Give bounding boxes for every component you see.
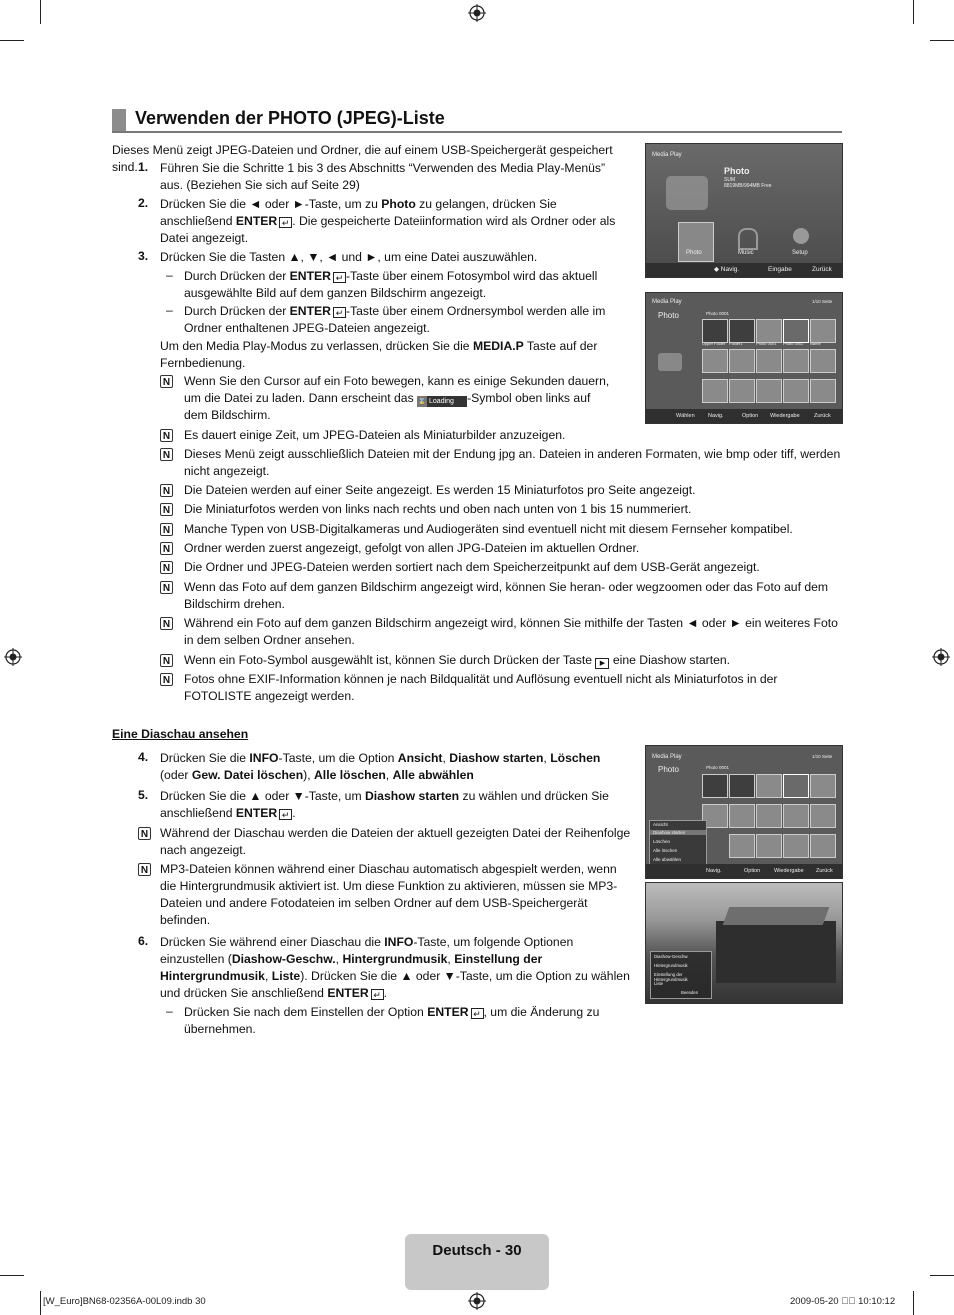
thumbnail[interactable]: [729, 804, 755, 828]
note-text: Während der Diaschau werden die Dateien der aktuell gezeigten Datei der Reihenfolge nach angezeigt.: [160, 826, 631, 857]
back-hint: Zurück: [814, 413, 831, 419]
back-hint: Zurück: [816, 868, 833, 874]
app-title: Media Play: [652, 152, 682, 158]
thumbnail[interactable]: [783, 804, 809, 828]
section-title: Eine Diaschau ansehen: [112, 727, 249, 741]
thumbnail[interactable]: [756, 834, 782, 858]
thumbnail[interactable]: [783, 349, 809, 373]
page-title: Verwenden der PHOTO (JPEG)-Liste: [135, 108, 445, 128]
registration-mark-icon: [468, 1292, 486, 1310]
loading-icon: ⌛ Loading: [417, 396, 467, 407]
gear-icon: [793, 228, 809, 244]
thumbnail[interactable]: [702, 349, 728, 373]
screenshot-photo-list: [645, 292, 843, 424]
menu-title: Photo: [724, 166, 750, 176]
step5-text: Drücken Sie die ▲ oder ▼-Taste, um Diashow starten zu wählen und drücken Sie anschließend ENTER ↵ .: [160, 789, 609, 820]
option-item[interactable]: Alle abwählen: [653, 857, 682, 862]
thumbnail[interactable]: [702, 774, 728, 798]
thumbnail-grid: [702, 319, 838, 405]
play-icon: ▶: [595, 658, 609, 669]
note-icon: N: [160, 375, 173, 388]
note-icon: N: [160, 523, 173, 536]
crop-mark: [0, 40, 24, 41]
status-bar: [646, 864, 842, 878]
list-title: Photo: [658, 765, 679, 774]
option-item[interactable]: Löschen: [653, 839, 671, 844]
nav-hint: Navig.: [708, 413, 724, 419]
headphones-icon: [738, 228, 758, 250]
list-title: Photo: [658, 311, 679, 320]
note-icon: N: [160, 484, 173, 497]
thumbnail[interactable]: [810, 834, 836, 858]
screenshot-slideshow: [645, 882, 843, 1004]
play-hint: Wiedergabe: [770, 413, 800, 419]
menu-item-photo[interactable]: Photo: [686, 250, 702, 256]
step-number: 1.: [138, 160, 149, 174]
dash-bullet: –: [166, 303, 173, 317]
thumbnail[interactable]: [783, 379, 809, 403]
note-text: Fotos ohne EXIF-Information können je nach Bildqualität und Auflösung eventuell nicht als Miniaturfotos in der FOTOLISTE angezeigt werden.: [184, 672, 778, 703]
sub1-text: Durch Drücken der ENTER ↵ -Taste über einem Fotosymbol wird das aktuell ausgewählte Bild auf dem ganzen Bildschirm angezeigt.: [184, 269, 598, 300]
thumbnail[interactable]: [729, 349, 755, 373]
step-number: 3.: [138, 249, 149, 263]
thumb-label: Name: [810, 341, 821, 346]
crop-mark: [913, 0, 914, 24]
thumbnail[interactable]: [756, 319, 782, 343]
option-item[interactable]: Alle löschen: [653, 848, 678, 853]
crop-mark: [40, 0, 41, 24]
option-item[interactable]: Ansicht: [653, 822, 668, 827]
camera-icon: [666, 176, 708, 210]
crop-mark: [930, 1275, 954, 1276]
thumbnail[interactable]: [729, 379, 755, 403]
registration-mark-icon: [468, 4, 486, 22]
folder-path: Photo 0001: [706, 765, 730, 770]
enter-hint: Eingabe: [768, 266, 792, 273]
sub2-text: Durch Drücken der ENTER ↵ -Taste über einem Ordnersymbol werden alle im Ordner enthaltenen JPEG-Dateien angezeigt.: [184, 304, 606, 335]
nav-hint: Navig.: [706, 868, 722, 874]
slideshow-option[interactable]: Hintergrundmusik: [654, 963, 688, 968]
camera-icon: [658, 353, 682, 371]
thumb-label: Photo 0002: [783, 341, 804, 346]
slideshow-menu: [650, 951, 712, 999]
select-hint: Wählen: [676, 413, 695, 419]
note-icon: N: [160, 561, 173, 574]
step1-text: Führen Sie die Schritte 1 bis 3 des Abschnitts “Verwenden des Media Play-Menüs” aus. (Beziehen Sie sich auf Seite 29): [160, 161, 606, 192]
thumbnail[interactable]: [783, 774, 809, 798]
menu-item-setup[interactable]: Setup: [792, 250, 808, 256]
exit-text: Um den Media Play-Modus zu verlassen, drücken Sie die MEDIA.P Taste auf der Fernbedienung.: [160, 339, 598, 370]
enter-icon: ↵: [279, 809, 292, 820]
app-title: Media Play: [652, 754, 682, 760]
note-text: Während ein Foto auf dem ganzen Bildschirm angezeigt wird, können Sie mithilfe der Tasten ◄ oder ► ein weiteres Foto in dem selben Ordner ansehen.: [184, 616, 838, 647]
intro-text: Dieses Menü zeigt JPEG-Dateien und Ordner, die auf einem USB-Speichergerät gespeichert sind.: [112, 143, 613, 174]
note-text: MP3-Dateien können während einer Diaschau automatisch abgespielt werden, wenn die Hintergrundmusik aktiviert ist. Um diese Funktion zu aktivieren, müssen sie MP3-Dateien und andere Fotodateien im selben Ordner auf dem USB-Speichergerät befinden.: [160, 862, 618, 927]
back-hint: Zurück: [812, 266, 832, 273]
crop-mark: [913, 1291, 914, 1315]
note-icon: N: [160, 654, 173, 667]
note-icon: N: [138, 827, 151, 840]
thumb-label: Folder1: [729, 341, 743, 346]
registration-mark-icon: [4, 648, 22, 666]
step-number: 4.: [138, 750, 149, 764]
thumbnail[interactable]: [783, 834, 809, 858]
crop-mark: [0, 1275, 24, 1276]
note-text: Die Miniaturfotos werden von links nach rechts und oben nach unten von 1 bis 15 nummeriert.: [184, 502, 692, 516]
play-hint: Wiedergabe: [774, 868, 804, 874]
note-icon: N: [160, 542, 173, 555]
status-bar: [646, 409, 842, 423]
print-info-left: [W_Euro]BN68-02356A-00L09.indb 30: [43, 1296, 206, 1307]
note-icon: N: [160, 448, 173, 461]
enter-icon: ↵: [279, 217, 292, 228]
step4-text: Drücken Sie die INFO-Taste, um die Option Ansicht, Diashow starten, Löschen (oder Gew. Datei löschen), Alle löschen, Alle abwählen: [160, 751, 601, 782]
option-hint: Option: [744, 868, 761, 874]
slideshow-option[interactable]: Diashow-Geschw.: [654, 954, 689, 959]
step2-text: Drücken Sie die ◄ oder ►-Taste, um zu Photo zu gelangen, drücken Sie anschließend ENTER ↵ . Die gespeicherte Dateiinformation wird als Ordner oder als Datei angezeigt.: [160, 197, 616, 245]
dash-bullet: –: [166, 268, 173, 282]
option-item[interactable]: Diashow starten: [650, 830, 706, 835]
note-icon: N: [160, 673, 173, 686]
step-number: 5.: [138, 788, 149, 802]
note-icon: N: [160, 503, 173, 516]
thumbnail[interactable]: [783, 319, 809, 343]
thumbnail[interactable]: [810, 804, 836, 828]
step-number: 2.: [138, 196, 149, 210]
note-text: Wenn das Foto auf dem ganzen Bildschirm angezeigt wird, können Sie heran- oder wegzoomen oder das Foto auf dem Bildschirm drehen.: [184, 580, 829, 611]
step-number: 6.: [138, 934, 149, 948]
note-icon: N: [160, 617, 173, 630]
thumb-label: Upper Folder: [702, 341, 726, 346]
option-hint: Option: [742, 413, 759, 419]
thumbnail[interactable]: [729, 774, 755, 798]
thumbnail[interactable]: [810, 774, 836, 798]
slideshow-option[interactable]: Einstellung der Hintergrundmusik: [654, 972, 688, 982]
note-text: Es dauert einige Zeit, um JPEG-Dateien als Miniaturbilder anzuzeigen.: [184, 428, 566, 442]
note-text: Dieses Menü zeigt ausschließlich Dateien mit der Endung jpg an. Dateien in anderen Formaten, wie bmp oder tiff, werden nicht angezeigt.: [184, 447, 841, 478]
page-indicator: 1/10 Seite: [812, 754, 833, 759]
print-info-right: 2009-05-20 ￿￿ 10:10:12: [790, 1296, 896, 1307]
thumbnail[interactable]: [729, 319, 755, 343]
thumbnail[interactable]: [756, 804, 782, 828]
page-number: Deutsch - 30: [432, 1242, 522, 1259]
thumbnail[interactable]: [810, 319, 836, 343]
note-text: Ordner werden zuerst angezeigt, gefolgt von allen JPG-Dateien im aktuellen Ordner.: [184, 541, 640, 555]
thumbnail[interactable]: [702, 319, 728, 343]
note-text: Die Ordner und JPEG-Dateien werden sortiert nach dem Speicherzeitpunkt auf dem USB-Gerät angezeigt.: [184, 560, 760, 574]
nav-hint: ◆ Navig.: [714, 266, 740, 273]
screenshot-media-play-menu: [645, 143, 843, 278]
house-image: [716, 921, 836, 983]
note-text: Wenn ein Foto-Symbol ausgewählt ist, können Sie durch Drücken der Taste ▶ eine Diashow starten.: [184, 653, 731, 667]
thumbnail[interactable]: [756, 349, 782, 373]
enter-icon: ↵: [371, 989, 384, 1000]
note-text: Manche Typen von USB-Digitalkameras und Audiogeräten sind eventuell nicht mit diesem Fernseher kompatibel.: [184, 522, 793, 536]
menu-item-music[interactable]: Music: [738, 250, 754, 256]
enter-icon: ↵: [333, 272, 346, 283]
crop-mark: [930, 40, 954, 41]
thumbnail-grid: [702, 774, 838, 860]
storage-name: SUM: [724, 177, 736, 183]
dash-bullet: –: [166, 1004, 173, 1018]
page-indicator: 1/10 Seite: [812, 299, 833, 304]
status-bar: [646, 263, 842, 277]
option-menu: [649, 820, 707, 866]
crop-mark: [40, 1291, 41, 1315]
thumbnail[interactable]: [729, 834, 755, 858]
thumbnail[interactable]: [756, 379, 782, 403]
folder-path: Photo 0001: [706, 311, 730, 316]
step6-text: Drücken Sie während einer Diaschau die INFO-Taste, um folgende Optionen einzustellen (Diashow-Geschw., Hintergrundmusik, Einstellung der Hintergrundmusik, Liste). Drücken Sie die ▲ oder ▼-Taste, um die Option zu wählen und drücken Sie anschließend ENTER ↵ .: [160, 935, 630, 1000]
note-icon: N: [138, 863, 151, 876]
note-icon: N: [160, 581, 173, 594]
heading-bar: [112, 109, 126, 131]
note-text: Wenn Sie den Cursor auf ein Foto bewegen, kann es einige Sekunden dauern, um die Datei zu laden. Dann erscheint das ⌛ Loading -Symbol oben links auf dem Bildschirm.: [184, 374, 610, 422]
enter-icon: ↵: [471, 1008, 484, 1019]
note-text: Die Dateien werden auf einer Seite angezeigt. Es werden 15 Miniaturfotos pro Seite angezeigt.: [184, 483, 696, 497]
thumbnail[interactable]: [756, 774, 782, 798]
sub6-text: Drücken Sie nach dem Einstellen der Option ENTER ↵ , um die Änderung zu übernehmen.: [184, 1005, 600, 1036]
step3-text: Drücken Sie die Tasten ▲, ▼, ◄ und ►, um eine Datei auszuwählen.: [160, 250, 538, 264]
storage-free: 8819MB/994MB Free: [724, 183, 772, 189]
thumbnail[interactable]: [702, 379, 728, 403]
app-title: Media Play: [652, 299, 682, 305]
heading-rule: [112, 131, 842, 133]
exit-hint: Beenden: [681, 990, 699, 995]
enter-icon: ↵: [333, 307, 346, 318]
registration-mark-icon: [932, 648, 950, 666]
note-icon: N: [160, 429, 173, 442]
thumbnail[interactable]: [810, 349, 836, 373]
thumb-label: Photo 0001: [756, 341, 777, 346]
slideshow-option[interactable]: Liste: [654, 981, 664, 986]
house-roof: [723, 907, 830, 925]
thumbnail[interactable]: [810, 379, 836, 403]
photo-tile[interactable]: [678, 222, 714, 262]
screenshot-photo-options: [645, 745, 843, 879]
